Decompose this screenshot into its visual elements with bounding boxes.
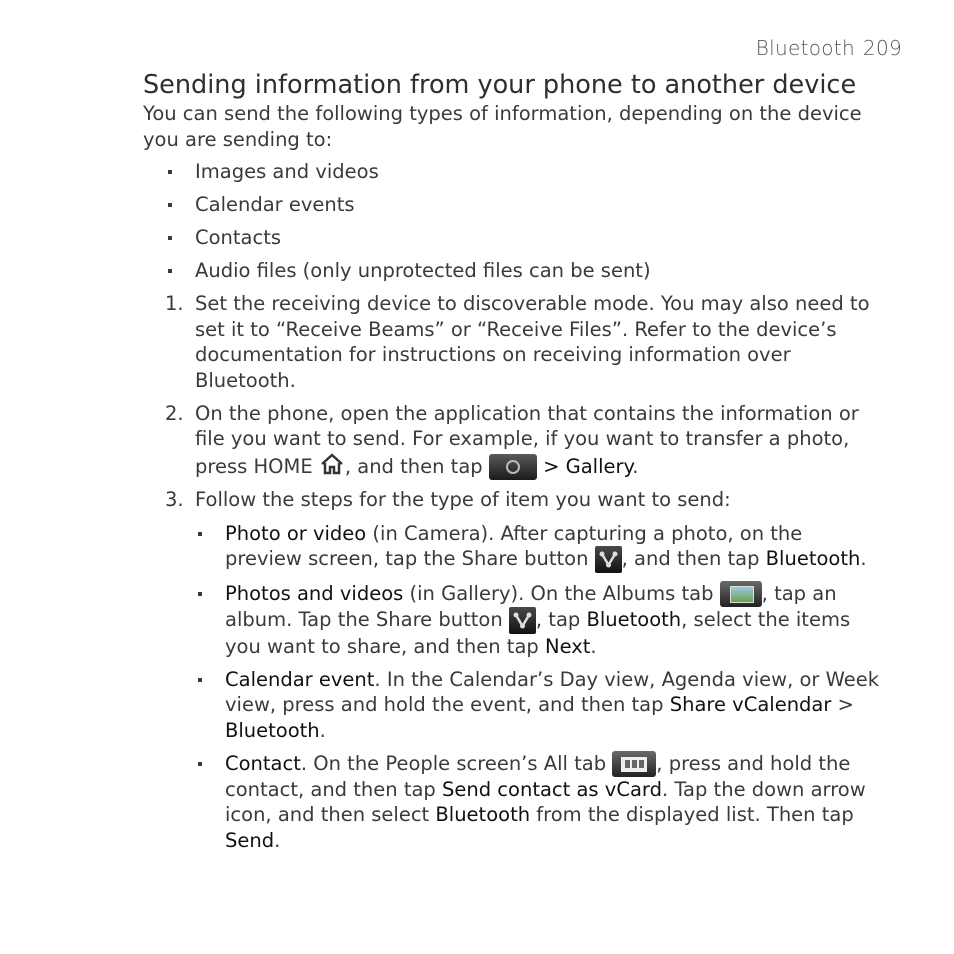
step-text: Set the receiving device to discoverable mode. You may also need to set it to “Receive Beams” or “Receive Files”. Refer to the device’s documentation for instructions on receiving information over Bluetooth. bbox=[195, 292, 870, 392]
step-number: 1. bbox=[165, 292, 184, 315]
item-text: (in Gallery). On the Albums tab bbox=[403, 581, 720, 605]
section-name: Bluetooth bbox=[755, 36, 855, 60]
share-icon bbox=[595, 546, 622, 573]
item-text: . Tap the down arrow icon, and then select bbox=[225, 777, 866, 826]
ui-term: Bluetooth bbox=[435, 803, 531, 826]
item-text: , select the items you want to share, and then tap bbox=[225, 607, 851, 658]
step-text: Follow the steps for the type of item you want to send: bbox=[195, 488, 731, 511]
ui-term: Send bbox=[225, 828, 275, 852]
camera-icon bbox=[489, 454, 537, 480]
info-type-list bbox=[143, 159, 883, 284]
albums-tab-icon bbox=[720, 581, 762, 607]
item-text: , press and hold the contact, and then tap bbox=[225, 751, 851, 801]
ui-term: Photo or video bbox=[225, 521, 367, 545]
step-list bbox=[143, 291, 883, 853]
item-text: . In the Calendar’s Day view, Agenda view, or Week view, press and hold the event, and then tap bbox=[225, 667, 880, 716]
item-text: . bbox=[590, 634, 597, 658]
ui-term: Share vCalendar bbox=[669, 693, 832, 716]
item-text: , tap an album. Tap the Share button bbox=[225, 581, 837, 631]
item-text: . bbox=[274, 828, 281, 852]
section-title: Sending information from your phone to another device bbox=[143, 70, 857, 100]
step-3 bbox=[143, 487, 883, 853]
list-item: Audio files (only unprotected files can be sent) bbox=[143, 258, 883, 284]
step-2 bbox=[143, 401, 883, 480]
item-text: , and then tap bbox=[621, 547, 766, 570]
ui-term: Photos and videos bbox=[225, 581, 404, 605]
ui-term: Send contact as vCard bbox=[442, 777, 662, 801]
step-text: . bbox=[632, 454, 639, 478]
ui-term: Next bbox=[544, 634, 591, 658]
item-text: , tap bbox=[535, 607, 587, 631]
item-type-list bbox=[195, 521, 883, 854]
home-icon bbox=[319, 452, 345, 476]
list-item-photo bbox=[195, 521, 883, 574]
item-text: from the displayed list. Then tap bbox=[530, 803, 854, 826]
ui-term: Calendar event bbox=[225, 667, 375, 691]
step-number: 2. bbox=[165, 401, 184, 425]
list-item: Calendar events bbox=[143, 192, 883, 218]
ui-term: > Gallery bbox=[543, 454, 633, 478]
ui-term: Bluetooth bbox=[765, 547, 861, 570]
ui-term: Bluetooth bbox=[586, 607, 682, 631]
item-text: . On the People screen’s All tab bbox=[300, 751, 613, 775]
list-item-contact bbox=[195, 751, 883, 854]
main-content bbox=[143, 101, 883, 861]
step-text: On the phone, open the application that contains the information or file you want to send. For example, if you want to transfer a photo, press HOME bbox=[195, 401, 859, 478]
intro-paragraph: You can send the following types of information, depending on the device you are sending to: bbox=[143, 102, 862, 151]
item-text: . bbox=[319, 718, 326, 742]
step-1 bbox=[143, 291, 883, 393]
ui-term: Bluetooth bbox=[225, 718, 320, 742]
ui-term: Contact bbox=[225, 751, 301, 775]
item-text: (in Camera). After capturing a photo, on the preview screen, tap the Share button bbox=[225, 521, 803, 570]
item-text: . bbox=[860, 547, 867, 570]
people-all-tab-icon bbox=[612, 751, 656, 777]
item-text: > bbox=[831, 693, 854, 716]
page-number: 209 bbox=[862, 36, 902, 60]
step-number: 3. bbox=[165, 488, 184, 511]
list-item: Images and videos bbox=[143, 159, 883, 185]
page-header bbox=[756, 36, 902, 60]
share-icon bbox=[509, 607, 536, 634]
list-item-gallery bbox=[195, 581, 883, 660]
list-item: Contacts bbox=[143, 225, 883, 251]
list-item-calendar bbox=[195, 667, 883, 744]
step-text: , and then tap bbox=[344, 454, 489, 478]
